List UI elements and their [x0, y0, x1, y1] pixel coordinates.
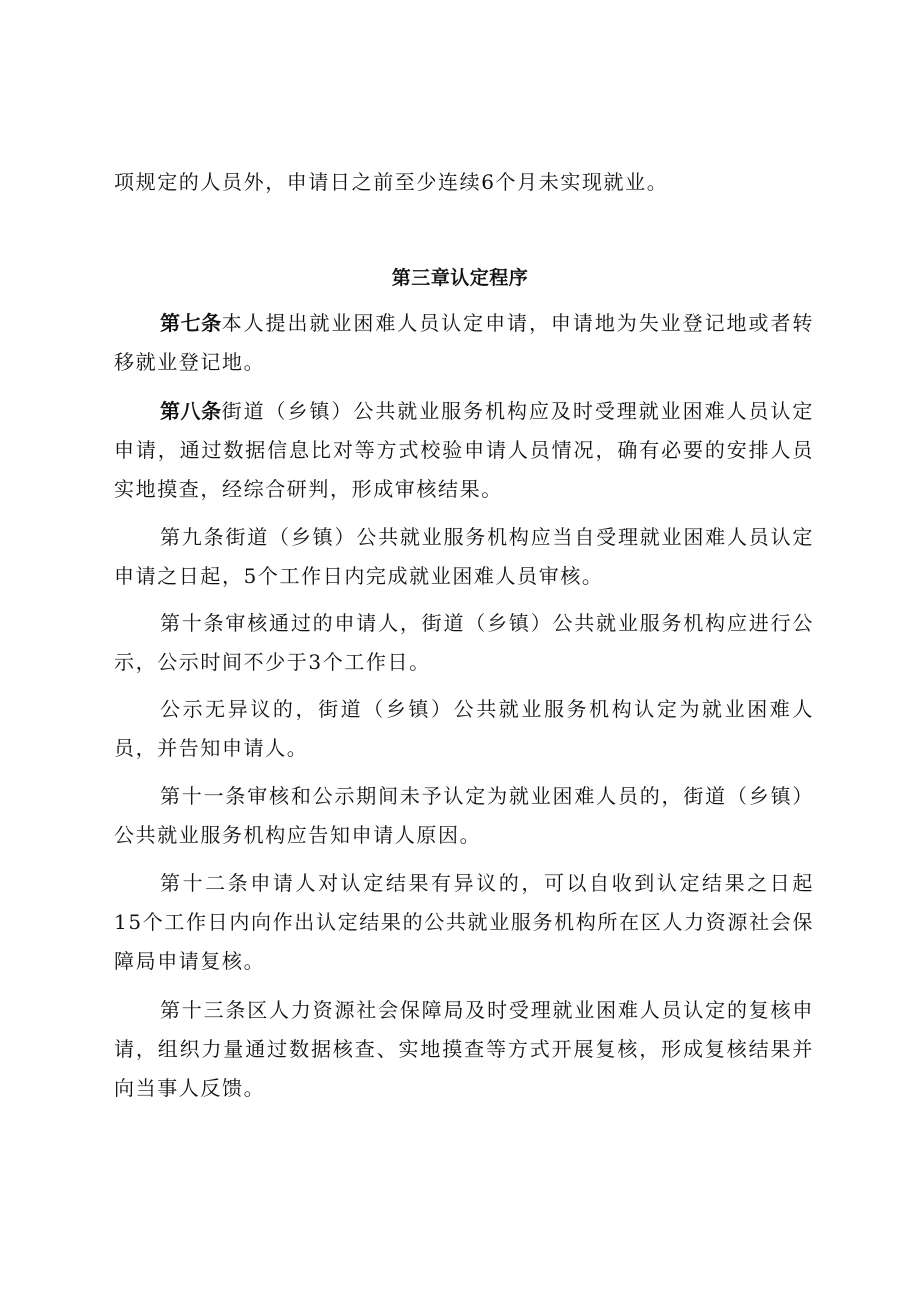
- article-7-text: 本人提出就业困难人员认定申请，申请地为失业登记地或者转移就业登记地。: [114, 311, 814, 374]
- article-12-text: 第十二条申请人对认定结果有异议的，可以自收到认定结果之日起15个工作日内向作出认定结果的公共就业服务机构所在区人力资源社会保障局申请复核。: [114, 871, 814, 973]
- article-8-label: 第八条: [160, 399, 222, 423]
- article-9: [114, 518, 814, 596]
- article-13: [114, 991, 814, 1108]
- article-7-label: 第七条: [160, 311, 222, 335]
- article-12: [114, 864, 814, 981]
- continuation-text: 项规定的人员外，申请日之前至少连续6个月未实现就业。: [114, 170, 669, 194]
- article-8-text: 街道（乡镇）公共就业服务机构应及时受理就业困难人员认定申请，通过数据信息比对等方式校验申请人员情况，确有必要的安排人员实地摸查，经综合研判，形成审核结果。: [114, 399, 814, 501]
- publicity-paragraph: [114, 690, 814, 768]
- article-11-text: 第十一条审核和公示期间未予认定为就业困难人员的，街道（乡镇）公共就业服务机构应告知申请人原因。: [114, 784, 814, 847]
- article-8: [114, 392, 814, 509]
- continuation-paragraph: [114, 163, 814, 202]
- article-10-text: 第十条审核通过的申请人，街道（乡镇）公共就业服务机构应进行公示，公示时间不少于3个工作日。: [114, 611, 814, 674]
- article-9-text: 第九条街道（乡镇）公共就业服务机构应当自受理就业困难人员认定申请之日起，5个工作日内完成就业困难人员审核。: [114, 525, 814, 588]
- article-7: [114, 304, 814, 382]
- article-11: [114, 777, 814, 855]
- publicity-text: 公示无异议的，街道（乡镇）公共就业服务机构认定为就业困难人员，并告知申请人。: [114, 697, 814, 760]
- chapter-title: 第三章认定程序: [391, 267, 529, 289]
- article-13-text: 第十三条区人力资源社会保障局及时受理就业困难人员认定的复核申请，组织力量通过数据核查、实地摸查等方式开展复核，形成复核结果并向当事人反馈。: [114, 998, 814, 1100]
- article-10: [114, 604, 814, 682]
